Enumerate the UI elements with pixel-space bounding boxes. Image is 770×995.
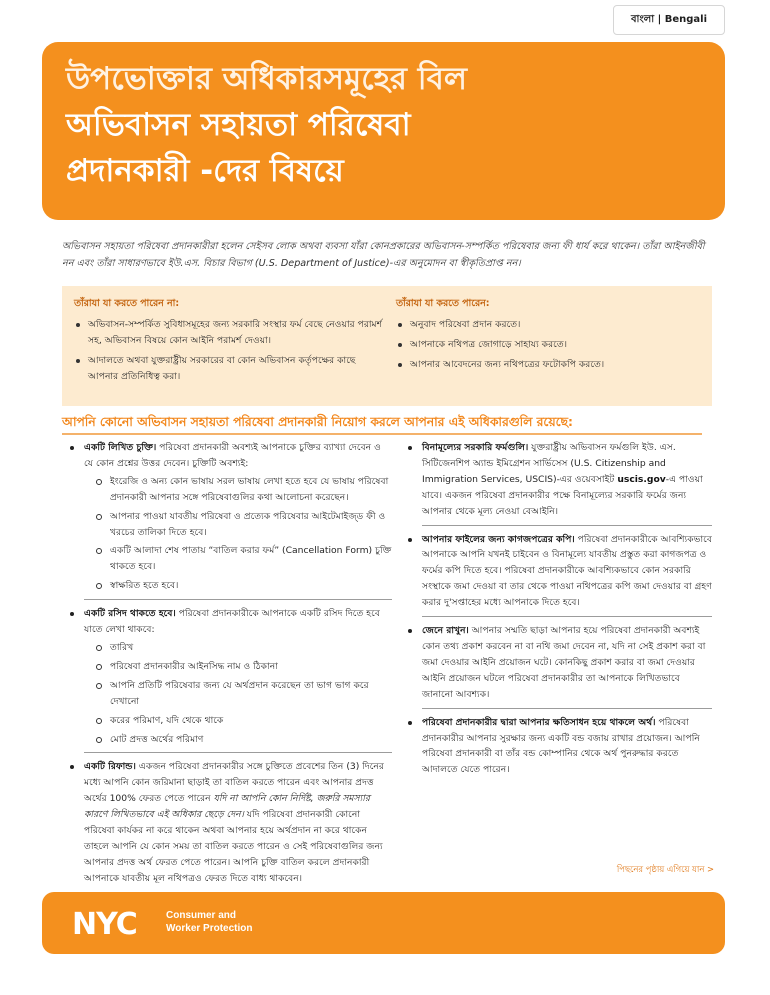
intro-paragraph: অভিবাসন সহায়তা পরিষেবা প্রদানকারীরা হলেন সেইসব লোক অথবা ব্যবসা যাঁরা কোনপ্রকারের অভিবাসন-সম্পর্কিত পরিষেবার জন্য ফী ধার্য করে থাকেন। তাঁরা আইনজীবী নন এবং তাঁরা সাধারণভাবে ইউ.এস. বিচার বিভাগ (U.S. Department of Justice)-এর অনুমোদন বা স্বীকৃতিপ্রাপ্ত নন।: [62, 241, 705, 269]
divider: [422, 708, 712, 709]
receipt-text: পরিষেবা প্রদানকারীকে আপনাকে একটি রসিদ দিতে হবে যাতে লেখা থাকবে:: [84, 608, 380, 636]
title-banner: [42, 42, 725, 220]
rights-heading-underline: [62, 433, 702, 435]
rights-right-column: [400, 440, 712, 783]
contract-sub-item: একটি আলাদা শেষ পাতায় “বাতিল করার ফর্ম” (Cancellation Form) চুক্তি থাকতে হবে।: [84, 543, 392, 575]
forms-text: যুক্তরাষ্ট্রীয় অভিবাসন ফর্মগুলি ইউ. এস. সিটিজেনশিপ অ্যান্ড ইমিগ্রেশন সার্ভিসেস (U.S. Citizenship and Immigration Services, USCIS)-এর ওয়েবসাইট: [422, 442, 676, 485]
can-heading: তাঁরাযা যা করতে পারেন:: [396, 298, 490, 309]
right-written-contract: [62, 440, 392, 594]
cannot-item: অভিবাসন-সম্পর্কিত সুবিধাসমূহের জন্য সরকারি সংস্থার ফর্ম বেছে নেওয়ার পরামর্শ সহ, অভিবাসন বিষয়ে কোন আইনি পরামর্শ দেওয়া।: [68, 317, 388, 349]
rights-heading: আপনি কোনো অভিবাসন সহায়তা পরিষেবা প্রদানকারী নিয়োগ করলে আপনার এই অধিকারগুলি রয়েছে:: [62, 415, 573, 429]
refund-title: একটি রিফান্ড।: [84, 761, 136, 773]
receipt-sub-item: করের পরিমাণ, যদি থেকে থাকে: [84, 713, 392, 729]
forms-title: বিনামূল্যের সরকারি ফর্মগুলি।: [422, 442, 529, 453]
agency-name: [166, 909, 253, 935]
agency-name-line-1: Consumer and: [166, 910, 237, 921]
contract-title: একটি লিখিত চুক্তি।: [84, 442, 157, 453]
contract-text: পরিষেবা প্রদানকারী অবশ্যই আপনাকে চুক্তির ব্যাখ্যা দেবেন ও যে কোন প্রশ্নের উত্তর দেবেন। চুক্তিটি অবশ্যই:: [84, 442, 381, 469]
divider: [84, 752, 392, 753]
can-column: [390, 296, 706, 377]
cannot-heading: তাঁরাযা যা করতে পারেন না:: [74, 298, 180, 309]
can-item: আপনার আবেদনের জন্য নথিপত্রের ফটোকপি করতে।: [390, 357, 706, 373]
copies-text: পরিষেবা প্রদানকারীকে আবশ্যিকভাবে আপনাকে আপনি যখনই চাইবেন ও বিনামূল্যে যাবতীয় প্রস্তুত করা কাগজপত্র ও ফর্মের কপি দিতে হবে। পরিষেবা প্রদানকারীকে আবশ্যিকভাবে কোন সরকারি সংস্থাকে জমা দেওয়া বা তার থেকে পাওয়া নথিপত্রের কপি জমা দেওয়ার বা গ্রহণ করার দু'সপ্তাহের মধ্যে আপনাকে দিতে হবে।: [422, 533, 712, 609]
refund-italic-text: যদি না আপনি কোন নির্দিষ্ট, জরুরি সমস্যার কারণে লিখিতভাবে এই অধিকার ছেড়ে দেন।: [84, 793, 370, 821]
refund-text-continued: যদি পরিষেবা প্রদানকারী কোনো পরিষেবা কার্যকর না করে থাকেন অথবা আপনার হয়ে অর্থপ্রদান না করে থাকেন তাহলে আপনি যে কোন সময় তা বাতিল করতে পারেন ও সেই পরিষেবাগুলির জন্য আপনার প্রদত্ত অর্থ ফেরত পেতে পারেন। আপনি চুক্তি বাতিল করলে প্রদানকারী আপনাকে যাবতীয় মূল নথিপত্রও ফেরত দিতে বাধ্য থাকবেন।: [84, 809, 383, 884]
divider: [422, 525, 712, 526]
nyc-logo: NYC: [72, 907, 137, 942]
page-title-line-1: উপভোক্তার অধিকারসমূহের বিল: [66, 61, 468, 97]
can-item: অনুবাদ পরিষেবা প্রদান করতে।: [390, 317, 706, 333]
contract-sub-item: ইংরেজি ও অন্য কোন ভাষায় সরল ভাষায় লেখা হতে হবে যে ভাষায় পরিষেবা প্রদানকারী আপনার সঙ্গে পরিষেবাগুলির কথা আলোচনা করেছেন।: [84, 474, 392, 506]
harm-title: পরিষেবা প্রদানকারীর দ্বারা আপনার ক্ষতিসাধন হয়ে থাকলে অর্থ।: [422, 716, 656, 728]
uscis-website: uscis.gov: [617, 473, 666, 485]
right-refund: [62, 759, 392, 886]
contract-sub-item: স্বাক্ষরিত হতে হবে।: [84, 578, 392, 594]
right-know: [400, 623, 712, 703]
know-title: জেনে রাখুন।: [422, 625, 469, 637]
receipt-title: একটি রসিদ থাকতে হবে।: [84, 608, 176, 620]
rights-left-column: [62, 440, 392, 892]
divider: [422, 616, 712, 617]
agency-name-line-2: Worker Protection: [166, 923, 253, 934]
receipt-sub-item: তারিখ: [84, 640, 392, 656]
right-harm-money: [400, 715, 712, 779]
know-text: আপনার সম্মতি ছাড়া আপনার হয়ে পরিষেবা প্রদানকারী অবশ্যই কোন তথ্য প্রকাশ করবেন না বা নথি জমা দেবেন না, যদি না সেই প্রকাশ করা বা জমা দেওয়ার আইনি প্রয়োজন ঘটে। কোনকিছু প্রকাশ করার বা জমা দেওয়ার আইনি প্রয়োজন ঘটলে পরিষেবা প্রদানকারীর তা আপনাকে লিখিতভাবে জানানো আবশ্যক।: [422, 625, 706, 700]
contract-sub-item: আপনার পাওয়া যাবতীয় পরিষেবা ও প্রত্যেক পরিষেবার আইটেমাইজ্‌ড ফী ও খরচের তালিকা দিতে হবে।: [84, 509, 392, 541]
receipt-sub-item: মোট প্রদত্ত অর্থের পরিমাণ: [84, 732, 392, 748]
divider: [84, 599, 392, 600]
continue-on-back-note: পিছনের পৃষ্ঠায় এগিয়ে যান >: [616, 864, 714, 874]
right-free-forms: [400, 440, 712, 520]
can-item: আপনাকে নথিপত্র জোগাড়ে সাহায্য করতে।: [390, 337, 706, 353]
forms-text-continued: -এ পাওয়া যাবে। একজন পরিষেবা প্রদানকারীর পক্ষে বিনামূল্যের সরকারি ফর্মের জন্য আপনার থেকে মূল্য নেওয়া বেআইনি।: [422, 473, 703, 517]
copies-title: আপনার ফাইলের জন্য কাগজপত্রের কপি।: [422, 533, 575, 545]
right-receipt: [62, 606, 392, 747]
harm-text: পরিষেবা প্রদানকারীর আপনার সুরক্ষার জন্য একটি বন্ড বজায় রাখার প্রয়োজন। আপনি পরিষেবা প্রদানকারী বা তাঁর বন্ড কোম্পানির থেকে অর্থ পুনরুদ্ধার করতে আদালতে যেতে পারেন।: [422, 716, 700, 776]
footer-banner: [42, 892, 725, 954]
page-title-line-2: অভিবাসন সহায়তা পরিষেবা: [66, 107, 411, 143]
cannot-item: আদালতে অথবা যুক্তরাষ্ট্রীয় সরকারের বা কোন অভিবাসন কর্তৃপক্ষের কাছে আপনার প্রতিনিধিত্ব করা।: [68, 353, 388, 385]
cannot-column: [68, 296, 388, 389]
receipt-sub-item: আপনি প্রতিটি পরিষেবার জন্য যে অর্থপ্রদান করেছেন তা ভাগ ভাগ করে দেখানো: [84, 678, 392, 710]
right-document-copies: [400, 532, 712, 612]
can-cannot-box: [62, 286, 712, 406]
receipt-sub-item: পরিষেবা প্রদানকারীর আইনসিদ্ধ নাম ও ঠিকানা: [84, 659, 392, 675]
refund-text: একজন পরিষেবা প্রদানকারীর সঙ্গে চুক্তিতে প্রবেশের তিন (3) দিনের মধ্যে আপনি কোন জরিমানা ছাড়াই তা বাতিল করতে পারেন এবং আপনার প্রদত্ত অর্থের 100% ফেরত পেতে পারেন: [84, 761, 384, 805]
page-title-line-3: প্রদানকারী -দের বিষয়ে: [66, 153, 344, 189]
language-badge: বাংলা | Bengali: [613, 5, 725, 35]
